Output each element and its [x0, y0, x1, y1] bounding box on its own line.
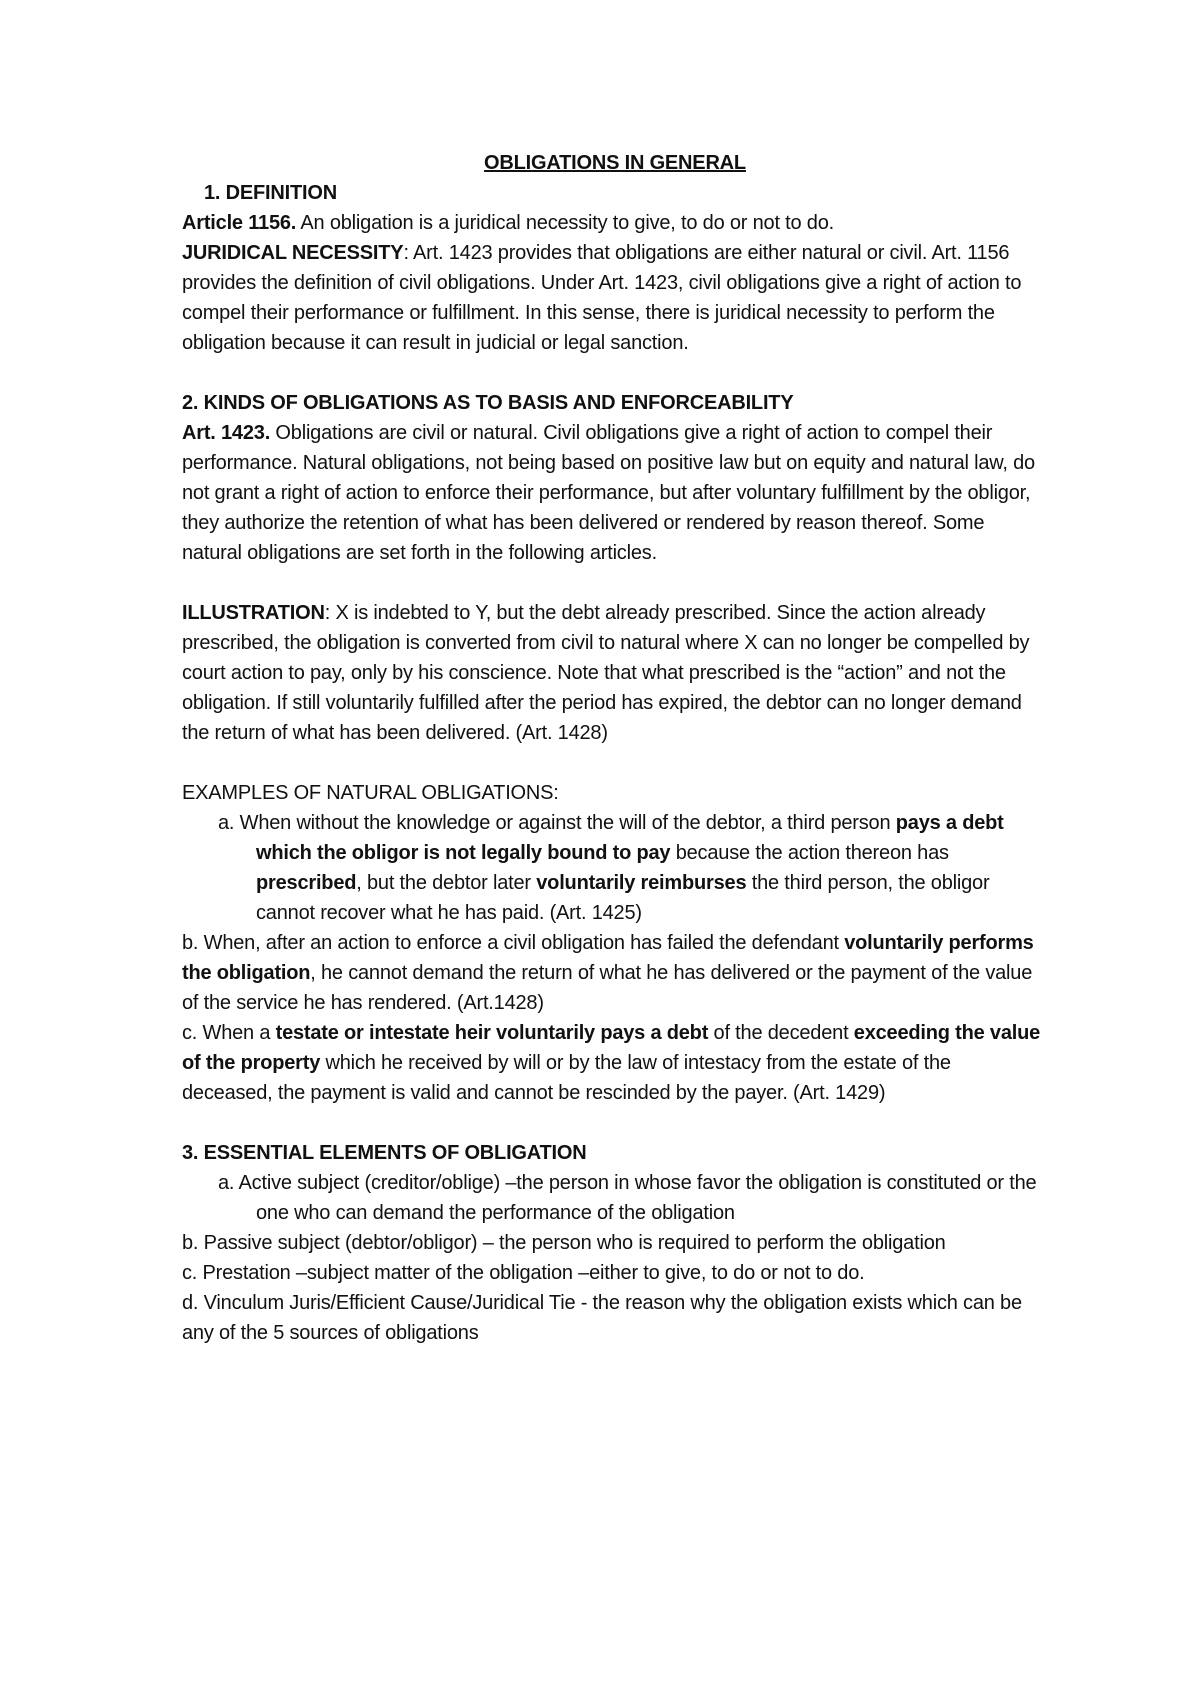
article-1156-label: Article 1156. [182, 212, 297, 234]
document-body [182, 148, 1042, 1348]
section-2-heading: 2. KINDS OF OBLIGATIONS AS TO BASIS AND ENFORCEABILITY [182, 392, 794, 414]
illustration-label: ILLUSTRATION [182, 602, 325, 624]
example-c [182, 1018, 1042, 1108]
spacer [182, 1108, 1042, 1138]
example-c-text-2: of the decedent [708, 1022, 854, 1044]
juridical-necessity-text: : Art. 1423 provides that obligations are either natural or civil. Art. 1156 provides the definition of civil obligations. Under Art. 1423, civil obligations give a right of action to compel their performance or fulfillment. In this sense, there is juridical necessity to perform the obligation because it can result in judicial or legal sanction. [182, 242, 1022, 354]
example-c-bold-1: testate or intestate heir voluntarily pays a debt [275, 1022, 709, 1044]
example-a-bold-2: prescribed [256, 872, 357, 894]
example-b [182, 928, 1042, 1018]
example-a-text-1: a. When without the knowledge or against the will of the debtor, a third person [218, 812, 896, 834]
element-a: a. Active subject (creditor/oblige) –the person in whose favor the obligation is constituted or the one who can demand the performance of the obligation [218, 1172, 1037, 1224]
example-a [182, 808, 1042, 928]
example-a-text-4: the third person, the obligor cannot recover what he has paid. (Art. 1425) [256, 872, 990, 924]
example-c-text-3: which he received by will or by the law of intestacy from the estate of the deceased, the payment is valid and cannot be rescinded by the payer. (Art. 1429) [182, 1052, 951, 1104]
example-a-text-2: because the action thereon has [670, 842, 949, 864]
examples-heading: EXAMPLES OF NATURAL OBLIGATIONS: [182, 782, 559, 804]
illustration-text: : X is indebted to Y, but the debt already prescribed. Since the action already prescribed, the obligation is converted from civil to natural where X can no longer be compelled by court action to pay, only by his conscience. Note that what prescribed is the “action” and not the obligation. If still voluntarily fulfilled after the period has expired, the debtor can no longer demand the return of what has been delivered. (Art. 1428) [182, 602, 1030, 744]
example-a-bold-1: pays a debt which the obligor is not legally bound to pay [256, 812, 1004, 864]
illustration-paragraph [182, 598, 1042, 748]
juridical-necessity-paragraph [182, 238, 1042, 358]
example-b-bold-1: voluntarily performs the obligation [182, 932, 1034, 984]
example-c-text-1: c. When a [182, 1022, 276, 1044]
section-3-heading: 3. ESSENTIAL ELEMENTS OF OBLIGATION [182, 1142, 587, 1164]
article-1156-paragraph [182, 208, 1042, 238]
spacer [182, 568, 1042, 598]
example-b-text-1: b. When, after an action to enforce a civil obligation has failed the defendant [182, 932, 845, 954]
element-c: c. Prestation –subject matter of the obligation –either to give, to do or not to do. [182, 1262, 865, 1284]
spacer [182, 748, 1042, 778]
juridical-necessity-label: JURIDICAL NECESSITY [182, 242, 404, 264]
article-1423-text: Obligations are civil or natural. Civil obligations give a right of action to compel their performance. Natural obligations, not being based on positive law but on equity and natural law, do not grant a right of action to enforce their performance, but after voluntary fulfillment by the obligor, they authorize the retention of what has been delivered or rendered by reason thereof. Some natural obligations are set forth in the following articles. [182, 422, 1035, 564]
page-title: OBLIGATIONS IN GENERAL [484, 152, 746, 174]
spacer [182, 358, 1042, 388]
article-1423-label: Art. 1423. [182, 422, 271, 444]
element-b: b. Passive subject (debtor/obligor) – the person who is required to perform the obligation [182, 1232, 946, 1254]
article-1423-paragraph [182, 418, 1042, 568]
example-a-bold-3: voluntarily reimburses [536, 872, 747, 894]
example-c-bold-2: exceeding the value of the property [182, 1022, 1041, 1074]
section-1-heading: 1. DEFINITION [204, 182, 337, 204]
article-1156-text: An obligation is a juridical necessity to give, to do or not to do. [296, 212, 834, 234]
element-d: d. Vinculum Juris/Efficient Cause/Juridical Tie - the reason why the obligation exists which can be any of the 5 sources of obligations [182, 1292, 1022, 1344]
example-a-text-3: , but the debtor later [356, 872, 537, 894]
example-b-text-2: , he cannot demand the return of what he has delivered or the payment of the value of the service he has rendered. (Art.1428) [182, 962, 1033, 1014]
